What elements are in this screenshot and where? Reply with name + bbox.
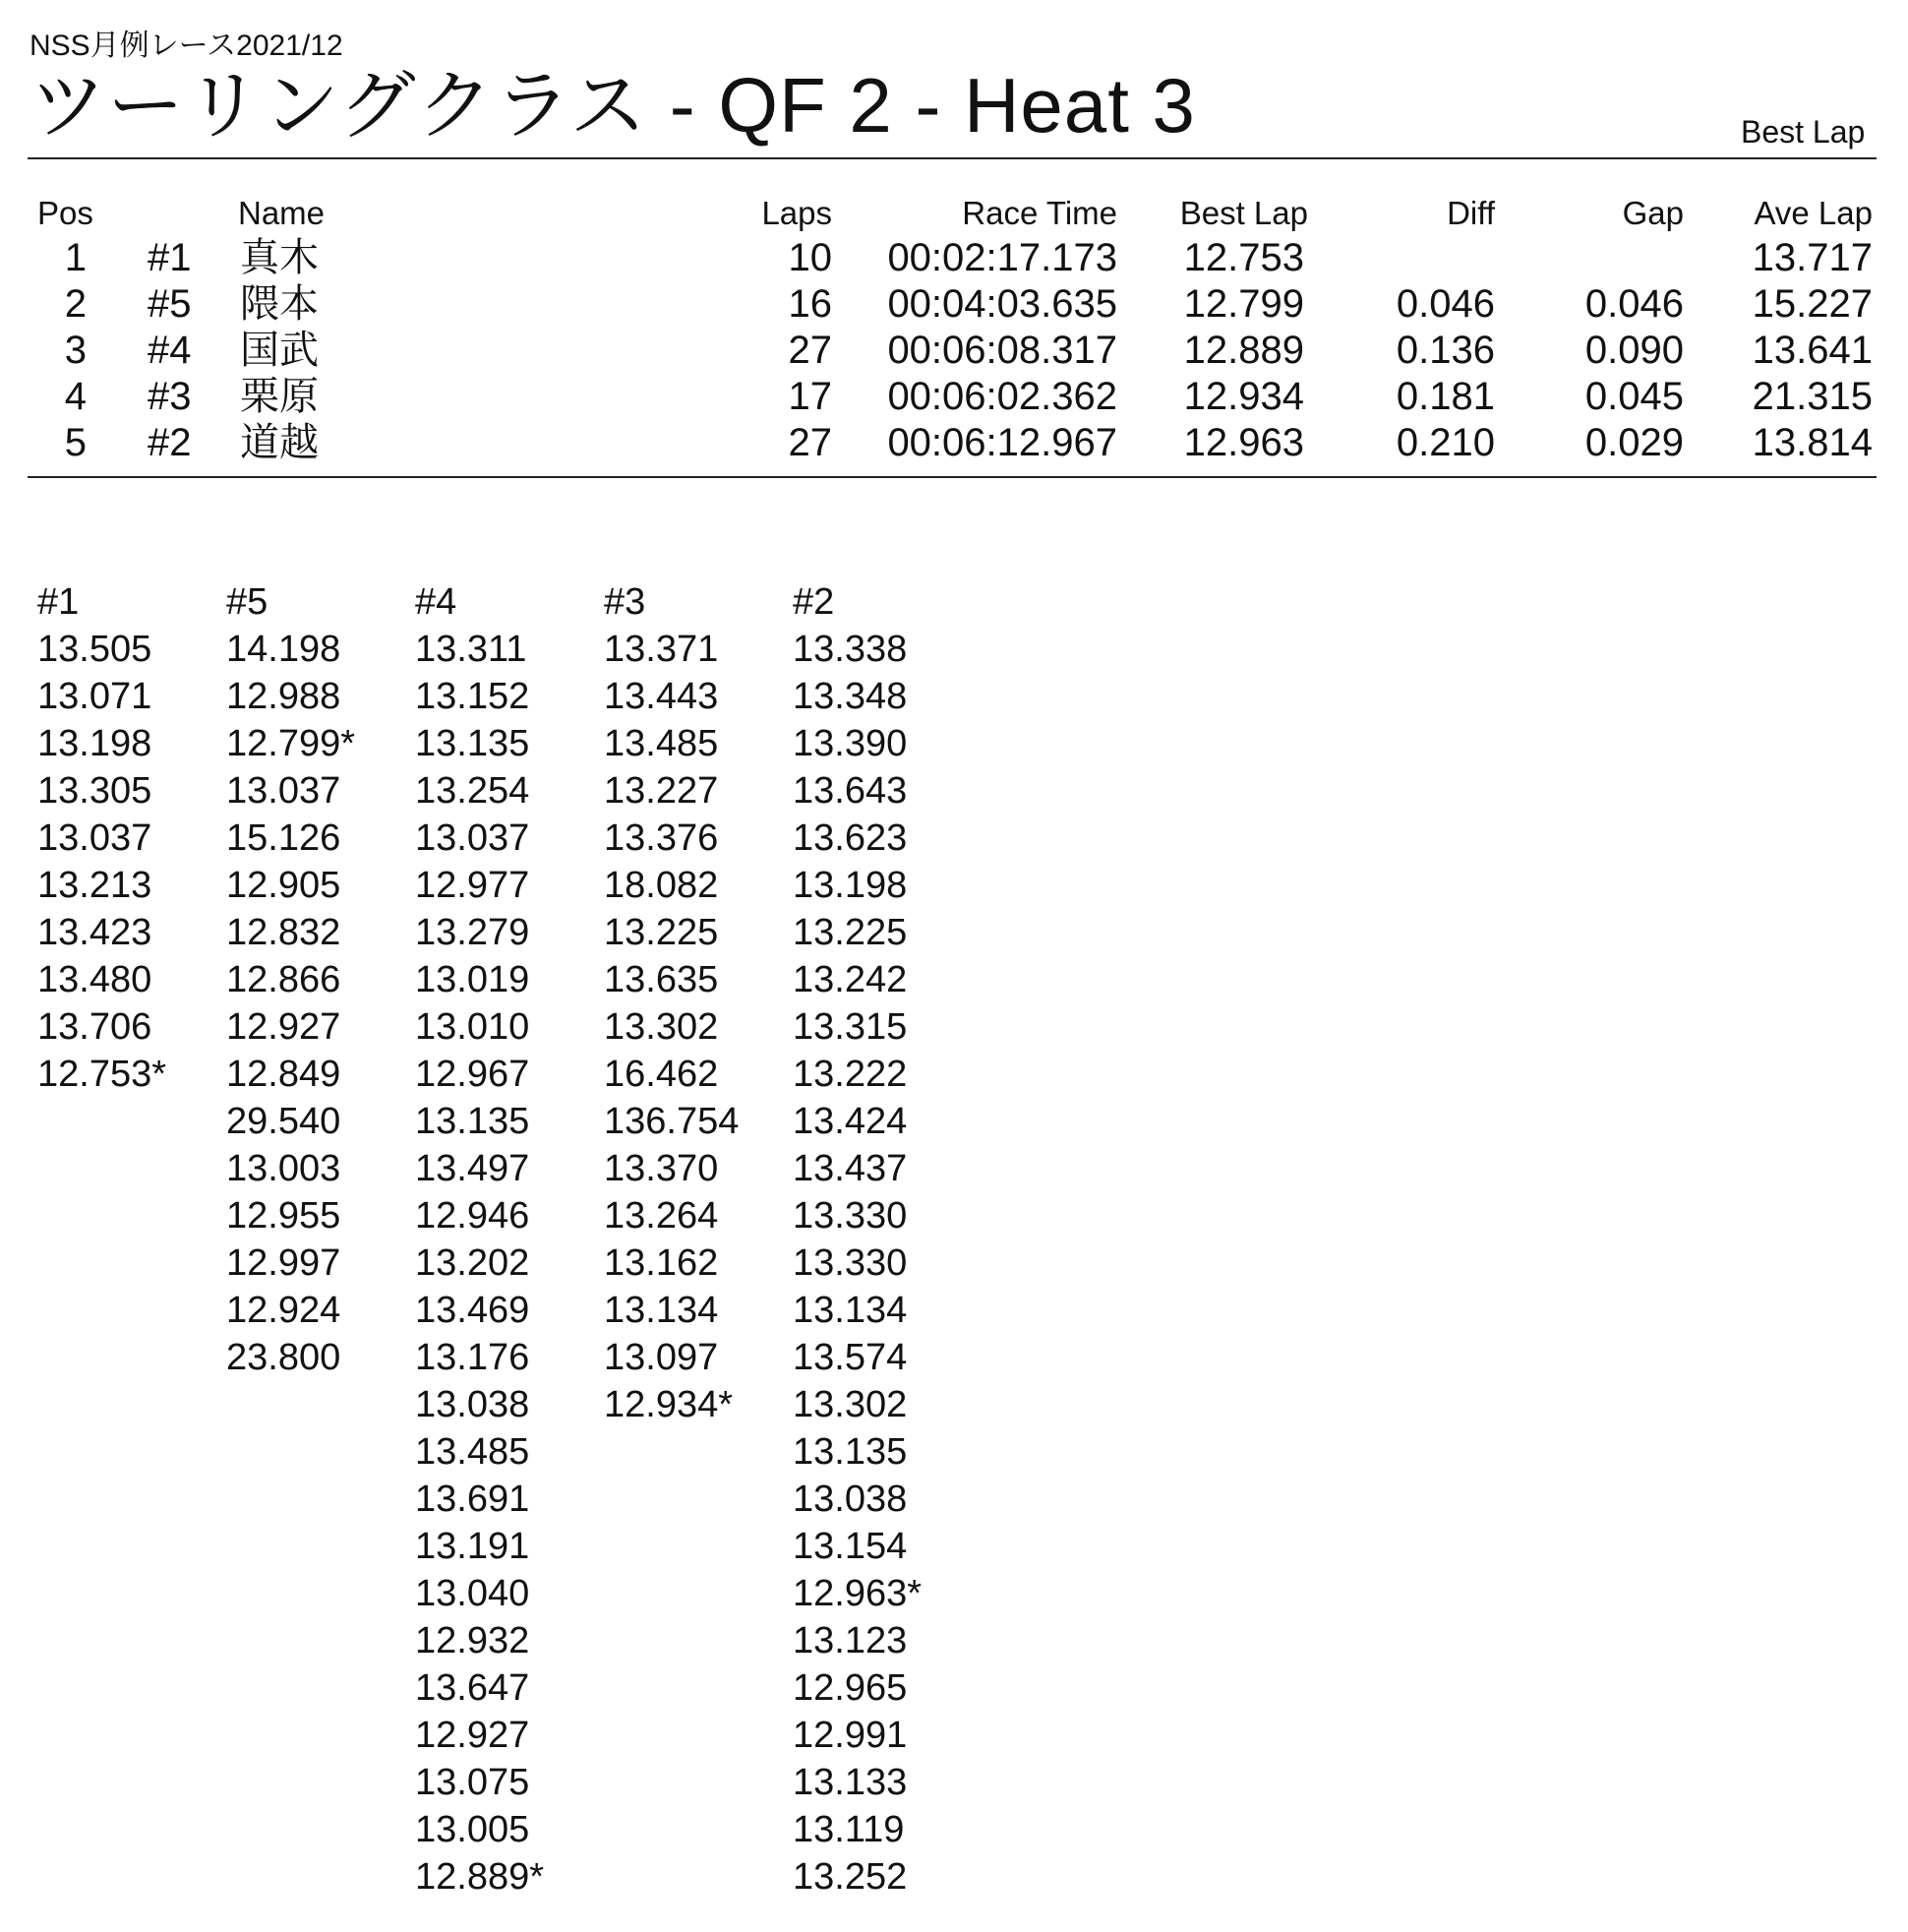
- lap-time: 13.390: [793, 723, 908, 764]
- lap-time: 12.924: [226, 1290, 341, 1331]
- lap-time: 16.462: [604, 1054, 719, 1095]
- lap-column-car: #1: [37, 581, 80, 623]
- cell-laps: 27: [788, 421, 832, 464]
- lap-time: 13.152: [415, 676, 530, 717]
- lap-column: [604, 578, 739, 1428]
- lap-time: 13.040: [415, 1573, 530, 1614]
- cell-gap: 0.029: [1584, 421, 1684, 464]
- lap-time: 13.134: [793, 1290, 908, 1331]
- cell-num: #5: [148, 282, 192, 326]
- col-header-name: Name: [238, 195, 326, 231]
- lap-time: 13.134: [604, 1290, 719, 1331]
- lap-time: 13.037: [37, 817, 152, 859]
- lap-time: 23.800: [226, 1337, 341, 1378]
- cell-best-lap: 12.963: [1183, 421, 1304, 464]
- cell-ave-lap: 21.315: [1752, 375, 1873, 418]
- lap-time: 13.075: [415, 1762, 530, 1803]
- lap-time: 12.799*: [226, 723, 356, 764]
- lap-time: 13.133: [793, 1762, 908, 1803]
- lap-time: 12.905: [226, 865, 341, 906]
- lap-time: 13.135: [793, 1431, 908, 1473]
- lap-column: [226, 578, 355, 1381]
- lap-time: 13.242: [793, 959, 908, 1000]
- cell-best-lap: 12.934: [1183, 375, 1304, 418]
- lap-column: [37, 578, 166, 1098]
- cell-ave-lap: 15.227: [1752, 282, 1873, 326]
- lap-time: 13.443: [604, 676, 719, 717]
- lap-time: 13.302: [604, 1006, 719, 1048]
- col-header-gap: Gap: [1622, 195, 1684, 231]
- lap-time: 13.135: [415, 1101, 530, 1142]
- cell-num: #1: [148, 236, 192, 279]
- lap-time: 13.227: [604, 770, 719, 812]
- lap-time: 12.946: [415, 1195, 530, 1237]
- lap-time: 13.162: [604, 1242, 719, 1284]
- cell-race-time: 00:06:08.317: [887, 329, 1117, 372]
- lap-column-car: #2: [793, 581, 835, 623]
- report-subtitle: NSS月例レース2021/12: [30, 30, 343, 62]
- lap-time: 13.623: [793, 817, 908, 859]
- lap-column-car: #5: [226, 581, 268, 623]
- lap-time: 13.037: [415, 817, 530, 859]
- cell-diff: 0.136: [1396, 329, 1495, 372]
- report-title: ツーリングクラス - QF 2 - Heat 3: [30, 62, 1196, 149]
- lap-time: 13.154: [793, 1526, 908, 1567]
- cell-best-lap: 12.799: [1183, 282, 1304, 326]
- lap-column: [415, 578, 544, 1901]
- lap-time: 13.135: [415, 723, 530, 764]
- lap-time: 13.176: [415, 1337, 530, 1378]
- lap-time: 12.849: [226, 1054, 341, 1095]
- cell-pos: 2: [64, 282, 87, 326]
- lap-time: 13.635: [604, 959, 719, 1000]
- lap-time: 13.191: [415, 1526, 530, 1567]
- cell-num: #4: [148, 329, 192, 372]
- col-header-laps: Laps: [761, 195, 832, 231]
- cell-diff: 0.046: [1396, 282, 1495, 326]
- lap-time: 12.997: [226, 1242, 341, 1284]
- lap-time: 13.202: [415, 1242, 530, 1284]
- lap-time: 13.370: [604, 1148, 719, 1189]
- lap-time: 12.965: [793, 1667, 908, 1709]
- lap-time: 12.977: [415, 865, 530, 906]
- cell-pos: 5: [64, 421, 87, 464]
- lap-time: 12.889*: [415, 1856, 545, 1898]
- lap-time: 13.071: [37, 676, 152, 717]
- lap-time: 13.691: [415, 1479, 530, 1520]
- cell-name: 道越: [240, 421, 319, 464]
- cell-ave-lap: 13.717: [1752, 236, 1873, 279]
- lap-time: 13.037: [226, 770, 341, 812]
- lap-time: 13.198: [793, 865, 908, 906]
- cell-diff: 0.210: [1396, 421, 1495, 464]
- lap-time: 12.988: [226, 676, 341, 717]
- lap-time: 13.469: [415, 1290, 530, 1331]
- lap-time: 13.252: [793, 1856, 908, 1898]
- lap-time: 13.497: [415, 1148, 530, 1189]
- lap-time: 12.832: [226, 912, 341, 953]
- lap-time: 13.424: [793, 1101, 908, 1142]
- cell-ave-lap: 13.641: [1752, 329, 1873, 372]
- cell-pos: 3: [64, 329, 87, 372]
- col-header-diff: Diff: [1447, 195, 1495, 231]
- lap-time: 13.330: [793, 1195, 908, 1237]
- cell-num: #3: [148, 375, 192, 418]
- lap-time: 13.485: [604, 723, 719, 764]
- cell-name: 栗原: [240, 375, 319, 418]
- lap-time: 13.005: [415, 1809, 530, 1850]
- lap-time: 13.264: [604, 1195, 719, 1237]
- lap-column: [793, 578, 922, 1901]
- lap-column-car: #3: [604, 581, 646, 623]
- cell-gap: 0.046: [1584, 282, 1684, 326]
- lap-time: 13.003: [226, 1148, 341, 1189]
- lap-time: 13.010: [415, 1006, 530, 1048]
- cell-gap: 0.090: [1584, 329, 1684, 372]
- col-header-pos: Pos: [37, 195, 93, 231]
- col-header-race-time: Race Time: [962, 195, 1117, 231]
- cell-race-time: 00:06:02.362: [887, 375, 1117, 418]
- lap-time: 13.123: [793, 1620, 908, 1661]
- cell-name: 国武: [240, 329, 319, 372]
- cell-gap: 0.045: [1584, 375, 1684, 418]
- lap-time: 13.225: [793, 912, 908, 953]
- col-header-ave-lap: Ave Lap: [1754, 195, 1873, 231]
- col-header-best-lap: Best Lap: [1179, 195, 1308, 231]
- lap-time: 13.254: [415, 770, 530, 812]
- cell-name: 隈本: [240, 282, 319, 326]
- cell-diff: 0.181: [1396, 375, 1495, 418]
- lap-time: 13.485: [415, 1431, 530, 1473]
- best-lap-tag: Best Lap: [1741, 114, 1866, 150]
- lap-time: 13.423: [37, 912, 152, 953]
- lap-time: 29.540: [226, 1101, 341, 1142]
- lap-time: 13.338: [793, 629, 908, 670]
- lap-time: 12.927: [415, 1715, 530, 1756]
- lap-time: 13.574: [793, 1337, 908, 1378]
- lap-time: 13.019: [415, 959, 530, 1000]
- lap-time: 13.706: [37, 1006, 152, 1048]
- lap-time: 13.097: [604, 1337, 719, 1378]
- lap-time: 18.082: [604, 865, 719, 906]
- lap-time: 13.330: [793, 1242, 908, 1284]
- lap-column-car: #4: [415, 581, 457, 623]
- cell-laps: 10: [788, 236, 832, 279]
- lap-time: 13.643: [793, 770, 908, 812]
- cell-num: #2: [148, 421, 192, 464]
- lap-time: 12.967: [415, 1054, 530, 1095]
- lap-time: 13.119: [793, 1809, 905, 1850]
- lap-time: 12.932: [415, 1620, 530, 1661]
- cell-race-time: 00:02:17.173: [887, 236, 1117, 279]
- lap-time: 13.315: [793, 1006, 908, 1048]
- lap-time: 13.279: [415, 912, 530, 953]
- lap-time: 13.348: [793, 676, 908, 717]
- lap-time: 13.437: [793, 1148, 908, 1189]
- lap-time: 13.371: [604, 629, 719, 670]
- lap-time: 13.225: [604, 912, 719, 953]
- lap-time: 13.480: [37, 959, 152, 1000]
- cell-pos: 4: [64, 375, 87, 418]
- cell-laps: 16: [788, 282, 832, 326]
- lap-time: 13.311: [415, 629, 527, 670]
- lap-time: 12.991: [793, 1715, 908, 1756]
- lap-time: 13.305: [37, 770, 152, 812]
- cell-pos: 1: [64, 236, 87, 279]
- lap-time: 12.753*: [37, 1054, 167, 1095]
- cell-name: 真木: [240, 236, 319, 279]
- cell-race-time: 00:04:03.635: [887, 282, 1117, 326]
- lap-time: 13.038: [415, 1384, 530, 1425]
- lap-time: 13.198: [37, 723, 152, 764]
- lap-time: 13.376: [604, 817, 719, 859]
- lap-time: 13.302: [793, 1384, 908, 1425]
- cell-laps: 27: [788, 329, 832, 372]
- lap-time: 14.198: [226, 629, 341, 670]
- top-divider: [28, 157, 1877, 159]
- lap-time: 13.222: [793, 1054, 908, 1095]
- cell-best-lap: 12.889: [1183, 329, 1304, 372]
- lap-time: 12.866: [226, 959, 341, 1000]
- cell-race-time: 00:06:12.967: [887, 421, 1117, 464]
- lap-time: 15.126: [226, 817, 341, 859]
- cell-ave-lap: 13.814: [1752, 421, 1873, 464]
- lap-time: 12.955: [226, 1195, 341, 1237]
- lap-time: 12.963*: [793, 1573, 923, 1614]
- cell-best-lap: 12.753: [1183, 236, 1304, 279]
- lap-time: 12.934*: [604, 1384, 734, 1425]
- lap-time: 13.213: [37, 865, 152, 906]
- lap-time: 13.647: [415, 1667, 530, 1709]
- cell-laps: 17: [788, 375, 832, 418]
- lap-time: 12.927: [226, 1006, 341, 1048]
- lap-time: 13.038: [793, 1479, 908, 1520]
- bottom-divider: [28, 476, 1877, 478]
- lap-time: 13.505: [37, 629, 152, 670]
- lap-time: 136.754: [604, 1101, 740, 1142]
